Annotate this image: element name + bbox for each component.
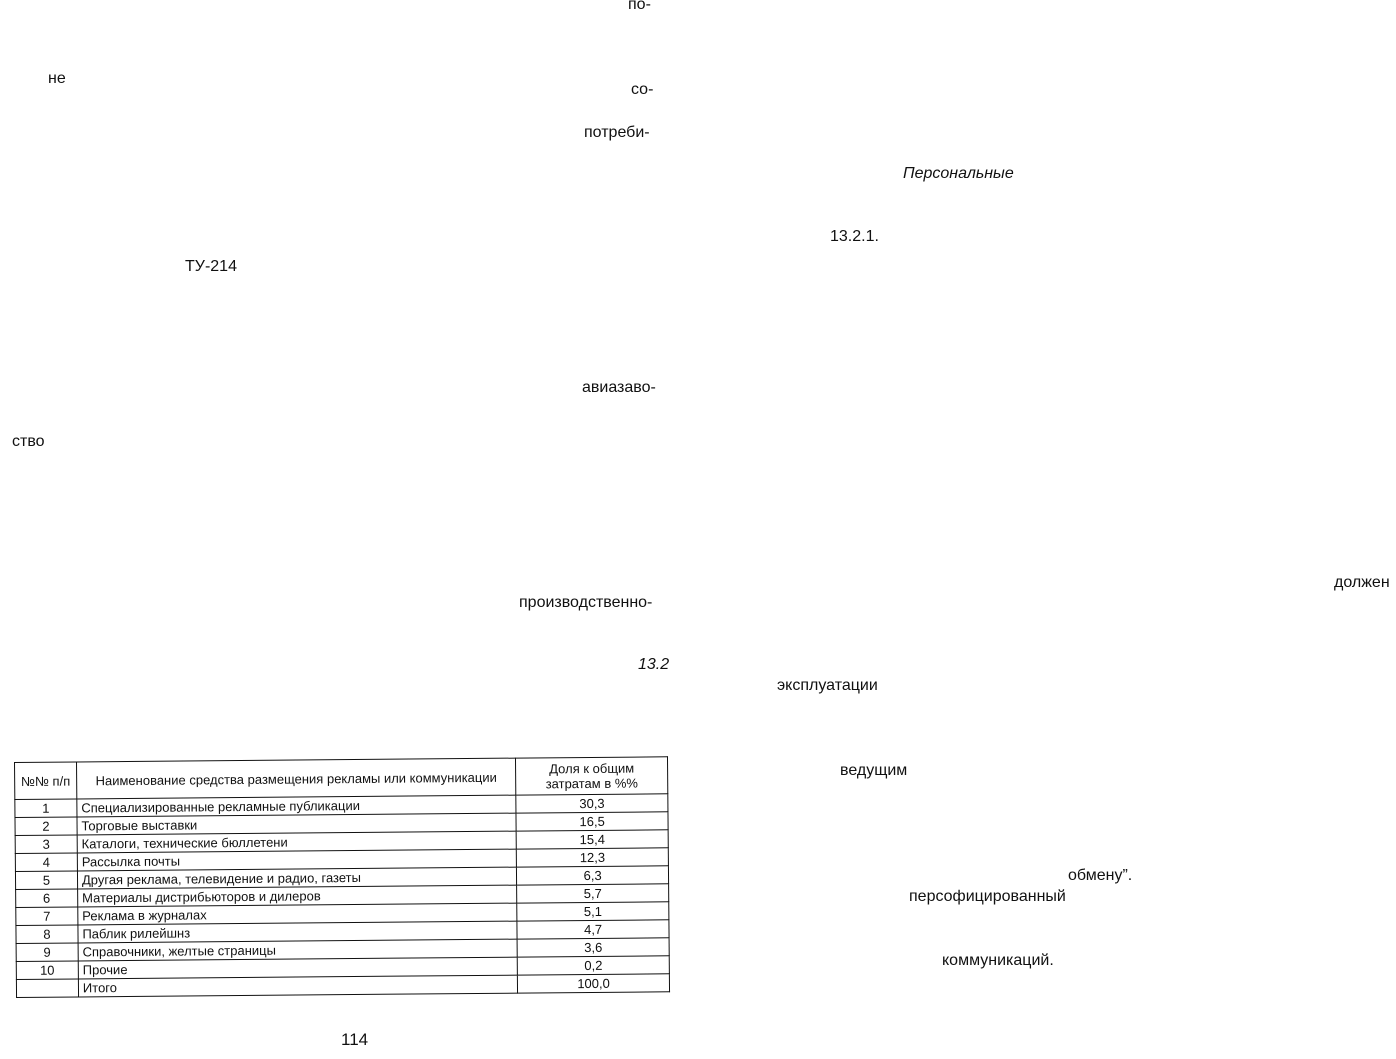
text-fragment-po: по- [628, 0, 651, 13]
row-share: 30,3 [516, 794, 668, 813]
text-fragment-vedushchim: ведущим [840, 762, 908, 779]
row-share: 3,6 [517, 938, 669, 957]
advertising-cost-table-wrapper [14, 756, 670, 1024]
text-fragment-dolzhen: должен [1334, 574, 1390, 591]
header-medium-name: Наименование средства размещения рекламы или коммуникации [76, 758, 516, 799]
row-share: 15,4 [516, 830, 668, 849]
row-share: 5,7 [517, 884, 669, 903]
table-reference-13-2: 13.2 [638, 656, 670, 673]
row-share: 4,7 [517, 920, 669, 939]
text-fragment-ne: не [48, 70, 66, 87]
row-number: 9 [16, 943, 78, 962]
row-medium-name: Каталоги, технические бюллетени [77, 831, 516, 853]
row-medium-name: Прочие [78, 957, 517, 979]
row-number: 8 [16, 925, 78, 944]
row-number: 10 [16, 961, 78, 980]
row-number: 4 [15, 853, 77, 872]
section-number-13-2-1: 13.2.1. [830, 228, 879, 245]
row-medium-name: Итого [78, 975, 517, 997]
row-number: 2 [15, 817, 77, 836]
row-share: 12,3 [516, 848, 668, 867]
row-number [16, 979, 78, 998]
advertising-cost-table [14, 756, 670, 998]
row-number: 6 [16, 889, 78, 908]
text-fragment-persofitsirovanny: персофицированный [909, 888, 1066, 905]
text-fragment-kommunikatsiy: коммуникаций. [942, 952, 1054, 969]
row-medium-name: Рассылка почты [77, 849, 516, 871]
row-share: 0,2 [517, 956, 669, 975]
text-fragment-ekspluatatsii: эксплуатации [777, 677, 878, 694]
text-fragment-personalnye: Персональные [903, 165, 1014, 182]
row-share: 100,0 [518, 974, 670, 993]
table-header-row [15, 757, 668, 800]
text-fragment-obmenu: обмену”. [1068, 867, 1133, 884]
row-medium-name: Паблик рилейшнз [78, 921, 517, 943]
text-fragment-proizvodstvenno: производственно- [519, 594, 653, 611]
text-fragment-so: со- [631, 81, 654, 98]
page-number: 114 [341, 1030, 369, 1049]
text-fragment-aviazavo: авиазаво- [582, 379, 656, 396]
row-medium-name: Реклама в журналах [78, 903, 517, 925]
row-number: 3 [15, 835, 77, 854]
row-medium-name: Специализированные рекламные публикации [77, 795, 516, 817]
text-fragment-potrebi: потреби- [584, 124, 650, 141]
text-fragment-tu214: ТУ-214 [185, 258, 237, 275]
row-number: 5 [15, 871, 77, 890]
row-share: 5,1 [517, 902, 669, 921]
row-medium-name: Торговые выставки [77, 813, 516, 835]
text-fragment-stvo: ство [12, 433, 45, 450]
row-share: 6,3 [517, 866, 669, 885]
row-medium-name: Другая реклама, телевидение и радио, газеты [77, 867, 516, 889]
row-number: 7 [16, 907, 78, 926]
row-medium-name: Справочники, желтые страницы [78, 939, 517, 961]
row-medium-name: Материалы дистрибьюторов и дилеров [78, 885, 517, 907]
header-number: №№ п/п [15, 762, 77, 800]
row-share: 16,5 [516, 812, 668, 831]
row-number: 1 [15, 799, 77, 818]
header-share: Доля к общим затратам в %% [516, 757, 668, 795]
